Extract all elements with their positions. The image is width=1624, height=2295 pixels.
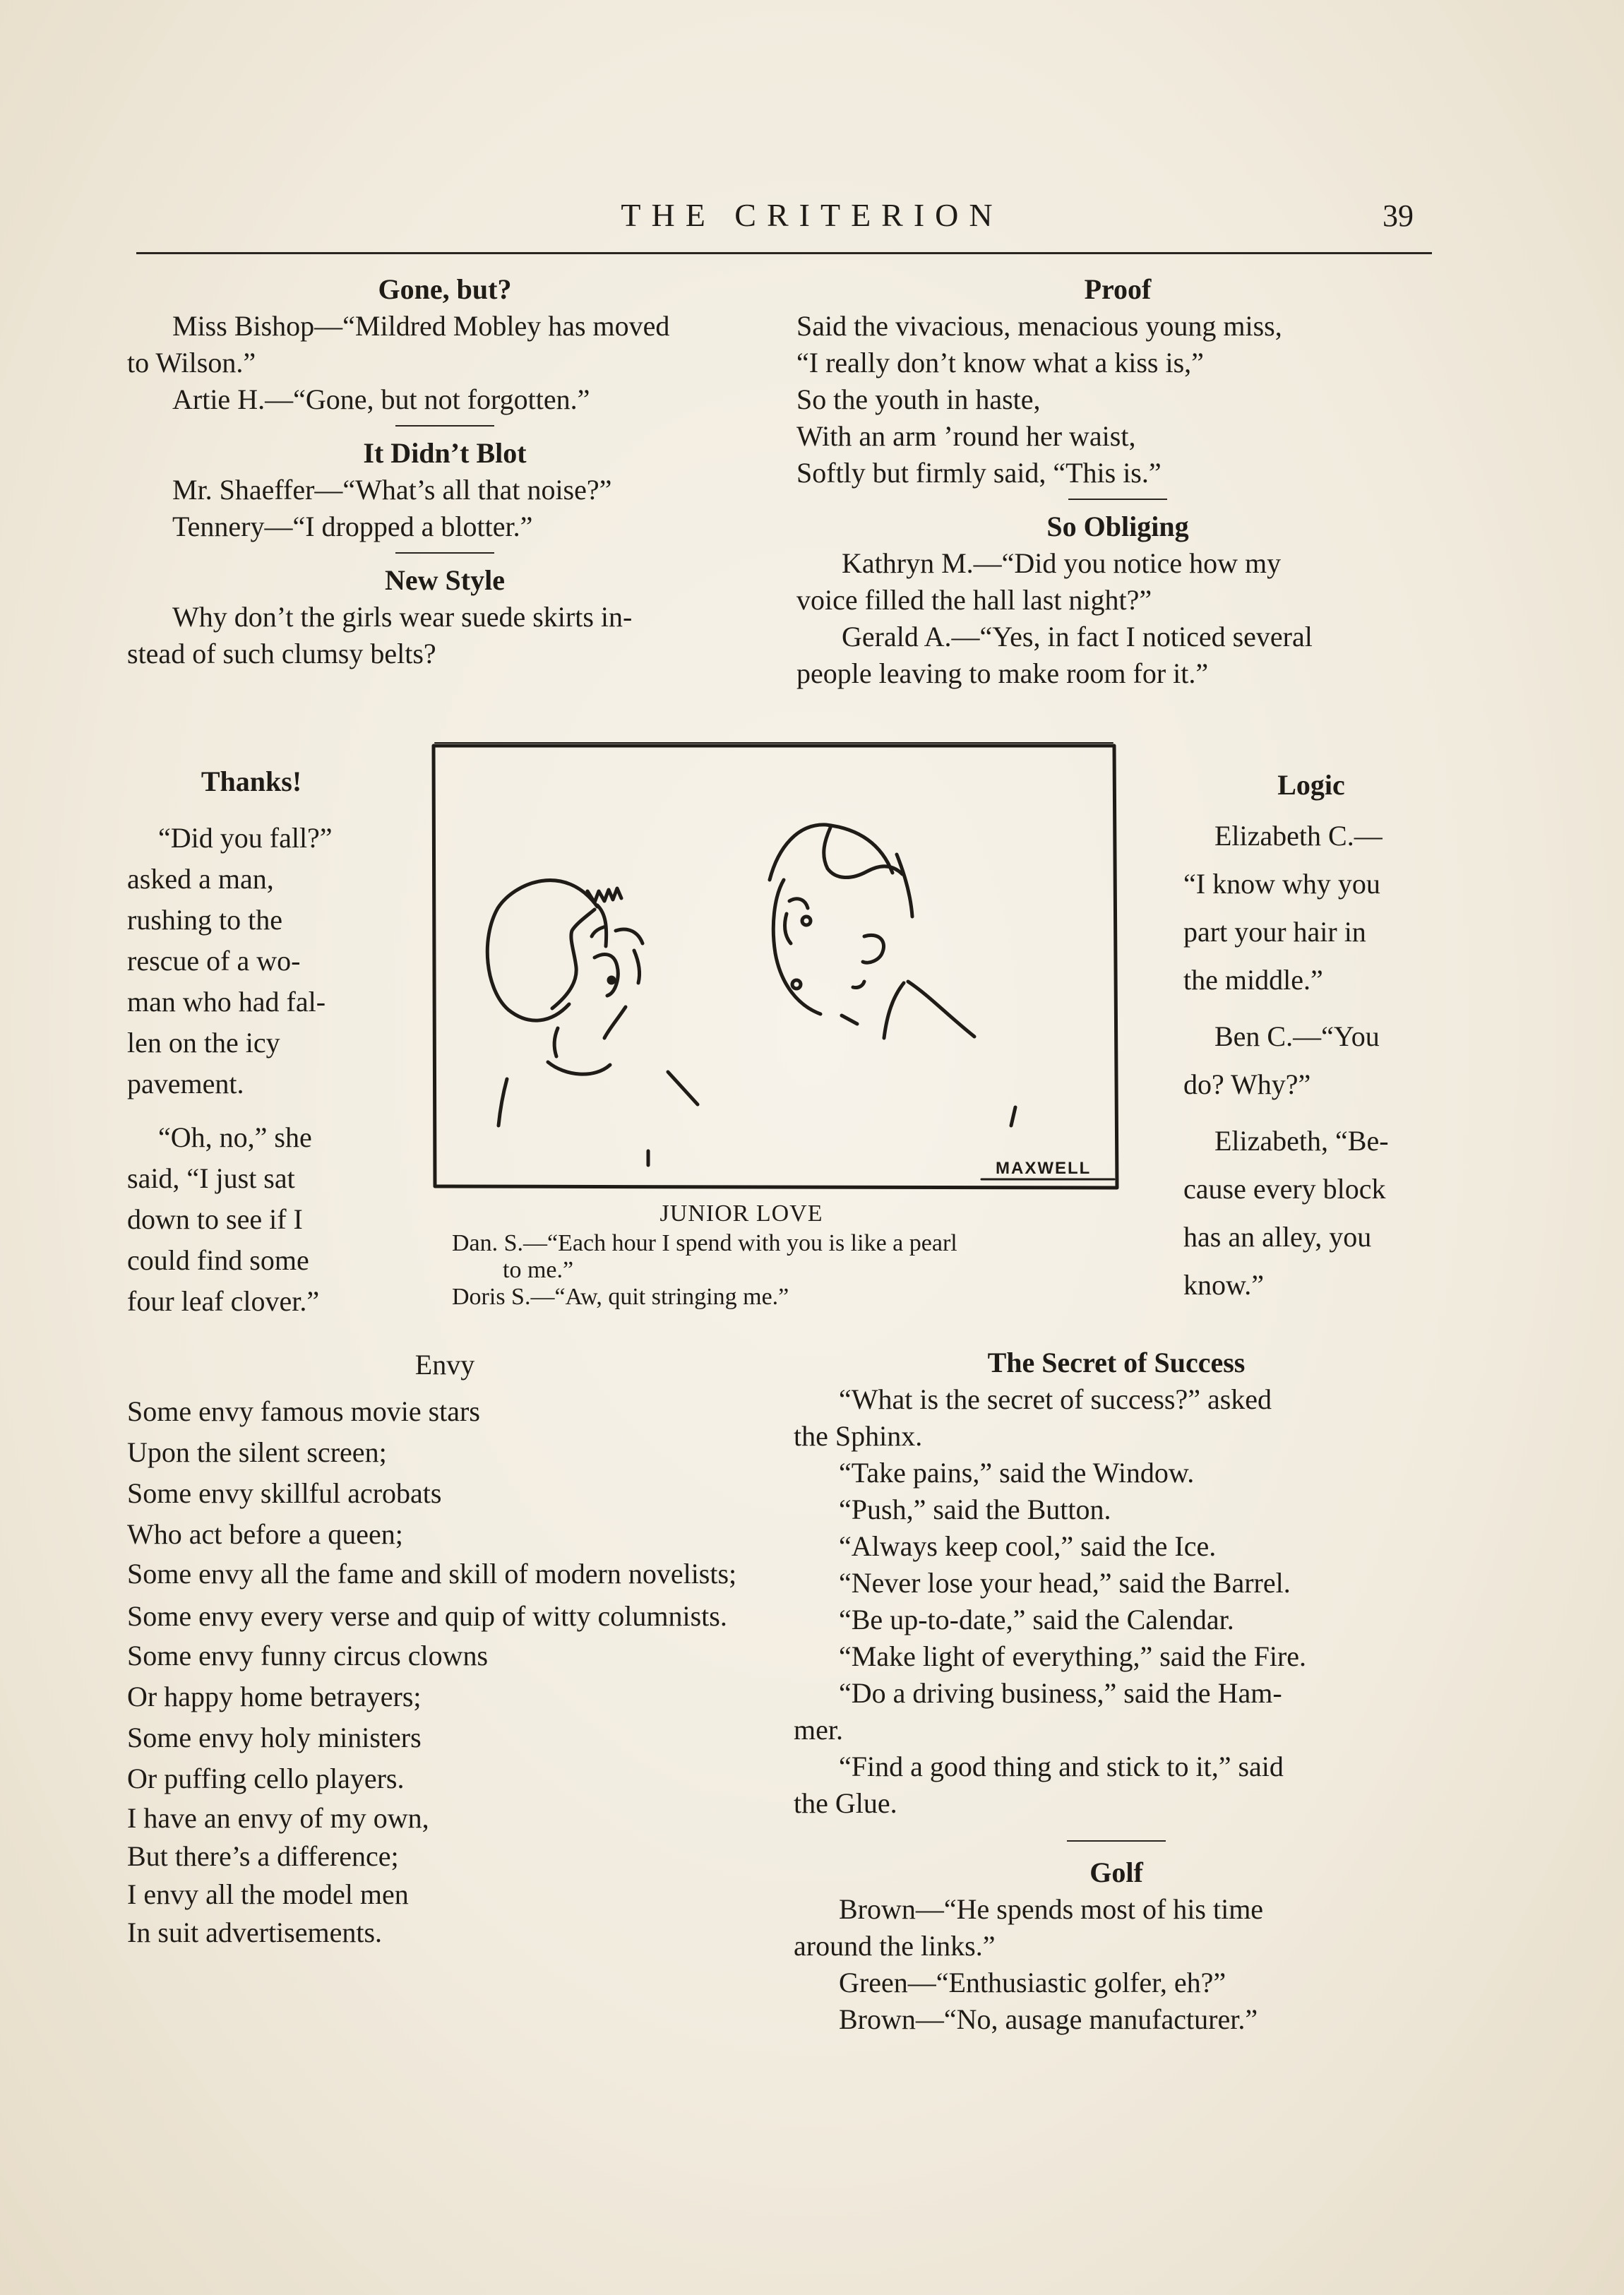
- envy-poem: [127, 1345, 763, 1952]
- so-obliging-heading: So Obliging: [1046, 511, 1189, 542]
- envy-line: Some envy famous movie stars: [127, 1395, 480, 1427]
- proof-line: With an arm ’round her waist,: [796, 420, 1136, 452]
- caption-title: JUNIOR LOVE: [659, 1200, 823, 1227]
- envy-line: But there’s a difference;: [127, 1840, 399, 1872]
- thanks-heading: Thanks!: [201, 765, 302, 797]
- golf-heading: Golf: [1089, 1856, 1143, 1888]
- golf-line: Brown—“He spends most of his time: [839, 1893, 1264, 1925]
- so-obliging-line: voice filled the hall last night?”: [796, 584, 1152, 616]
- didnt-blot-heading: It Didn’t Blot: [363, 437, 527, 469]
- envy-line: In suit advertisements.: [127, 1917, 383, 1948]
- secret-line: “Be up-to-date,” said the Calendar.: [839, 1604, 1234, 1635]
- header-rule: [136, 252, 1432, 254]
- new-style-line: Why don’t the girls wear suede skirts in-: [172, 601, 633, 633]
- envy-line: I have an envy of my own,: [127, 1802, 429, 1834]
- envy-line: Or happy home betrayers;: [127, 1681, 422, 1712]
- proof-heading: Proof: [1084, 273, 1152, 305]
- magazine-title: THE CRITERION: [621, 197, 1003, 233]
- secret-line: mer.: [794, 1714, 843, 1746]
- section-divider: [395, 425, 494, 427]
- thanks-line: “Did you fall?”: [158, 822, 333, 854]
- so-obliging-line: people leaving to make room for it.”: [796, 657, 1209, 689]
- logic-heading: Logic: [1277, 769, 1345, 801]
- gone-but-line: to Wilson.”: [127, 347, 256, 378]
- so-obliging-line: Gerald A.—“Yes, in fact I noticed several: [842, 621, 1313, 652]
- section-divider: [1067, 1840, 1166, 1842]
- junior-love-cartoon: [431, 741, 1121, 1192]
- logic-line: “I know why you: [1183, 868, 1380, 900]
- secret-line: the Sphinx.: [794, 1420, 923, 1452]
- secret-line: “Make light of everything,” said the Fire.: [839, 1640, 1307, 1672]
- secret-line: “What is the secret of success?” asked: [839, 1383, 1272, 1415]
- logic-line: do? Why?”: [1183, 1068, 1311, 1100]
- section-divider: [395, 552, 494, 554]
- envy-line: Some envy every verse and quip of witty columnists.: [127, 1600, 727, 1632]
- secret-line: “Take pains,” said the Window.: [839, 1457, 1195, 1489]
- thanks-line: man who had fal-: [127, 986, 326, 1018]
- proof-line: “I really don’t know what a kiss is,”: [796, 347, 1204, 378]
- thanks-line: could find some: [127, 1244, 309, 1276]
- logic-line: part your hair in: [1183, 916, 1366, 948]
- thanks-line: rescue of a wo-: [127, 945, 301, 977]
- new-style-line: stead of such clumsy belts?: [127, 638, 436, 669]
- thanks-line: pavement.: [127, 1068, 244, 1099]
- secret-line: “Do a driving business,” said the Ham-: [839, 1677, 1282, 1709]
- gone-but-line: Miss Bishop—“Mildred Mobley has moved: [172, 310, 670, 342]
- secret-line: “Push,” said the Button.: [839, 1494, 1111, 1525]
- secret-line: “Never lose your head,” said the Barrel.: [839, 1567, 1291, 1599]
- envy-heading: Envy: [414, 1349, 475, 1381]
- logic-line: Elizabeth, “Be-: [1214, 1125, 1389, 1157]
- envy-line: Or puffing cello players.: [127, 1763, 405, 1794]
- envy-line: Some envy all the fame and skill of modern novelists;: [127, 1558, 737, 1590]
- thanks-line: “Oh, no,” she: [158, 1121, 312, 1153]
- secret-line: the Glue.: [794, 1787, 897, 1819]
- caption-line: to me.”: [503, 1257, 574, 1283]
- didnt-blot-line: Tennery—“I dropped a blotter.”: [172, 511, 533, 542]
- thanks-line: down to see if I: [127, 1203, 303, 1235]
- envy-line: Some envy holy ministers: [127, 1722, 422, 1753]
- golf-line: Brown—“No, ausage manufacturer.”: [839, 2003, 1258, 2035]
- golf-line: Green—“Enthusiastic golfer, eh?”: [839, 1967, 1226, 1998]
- so-obliging-line: Kathryn M.—“Did you notice how my: [842, 547, 1282, 579]
- logic-line: has an alley, you: [1183, 1221, 1372, 1253]
- didnt-blot-line: Mr. Shaeffer—“What’s all that noise?”: [172, 474, 612, 506]
- golf-line: around the links.”: [794, 1930, 996, 1962]
- logic-line: Elizabeth C.—: [1214, 820, 1383, 852]
- thanks-line: rushing to the: [127, 904, 282, 936]
- envy-line: I envy all the model men: [127, 1878, 409, 1910]
- gone-but-heading: Gone, but?: [378, 273, 512, 305]
- thanks-line: four leaf clover.”: [127, 1285, 320, 1317]
- envy-line: Some envy funny circus clowns: [127, 1640, 489, 1671]
- page-number: 39: [1383, 198, 1414, 233]
- logic-line: cause every block: [1183, 1173, 1386, 1205]
- logic-line: the middle.”: [1183, 964, 1323, 996]
- logic-line: know.”: [1183, 1269, 1265, 1301]
- top-left-column: [127, 271, 763, 672]
- thanks-line: asked a man,: [127, 863, 274, 895]
- envy-line: Who act before a queen;: [127, 1518, 403, 1550]
- new-style-heading: New Style: [385, 564, 505, 596]
- proof-line: Softly but firmly said, “This is.”: [796, 457, 1162, 489]
- bottom-right-column: [794, 1345, 1439, 2038]
- secret-line: “Find a good thing and stick to it,” said: [839, 1751, 1284, 1782]
- secret-line: “Always keep cool,” said the Ice.: [839, 1530, 1217, 1562]
- caption-line: Dan. S.—“Each hour I spend with you is like a pearl: [452, 1230, 957, 1256]
- proof-line: So the youth in haste,: [796, 383, 1041, 415]
- caption-line: Doris S.—“Aw, quit stringing me.”: [452, 1284, 789, 1310]
- envy-line: Some envy skillful acrobats: [127, 1477, 442, 1509]
- logic-line: Ben C.—“You: [1214, 1020, 1380, 1052]
- artist-signature: MAXWELL: [996, 1159, 1092, 1178]
- logic-column: [1183, 761, 1439, 1309]
- thanks-line: len on the icy: [127, 1027, 280, 1059]
- section-divider: [1068, 499, 1167, 500]
- cartoon-caption: [452, 1200, 1130, 1311]
- top-right-column: [796, 271, 1439, 692]
- secret-heading: The Secret of Success: [987, 1347, 1246, 1378]
- thanks-column: [127, 761, 376, 1322]
- gone-but-line: Artie H.—“Gone, but not forgotten.”: [172, 383, 590, 415]
- proof-line: Said the vivacious, menacious young miss,: [796, 310, 1282, 342]
- thanks-line: said, “I just sat: [127, 1162, 295, 1194]
- envy-line: Upon the silent screen;: [127, 1436, 387, 1468]
